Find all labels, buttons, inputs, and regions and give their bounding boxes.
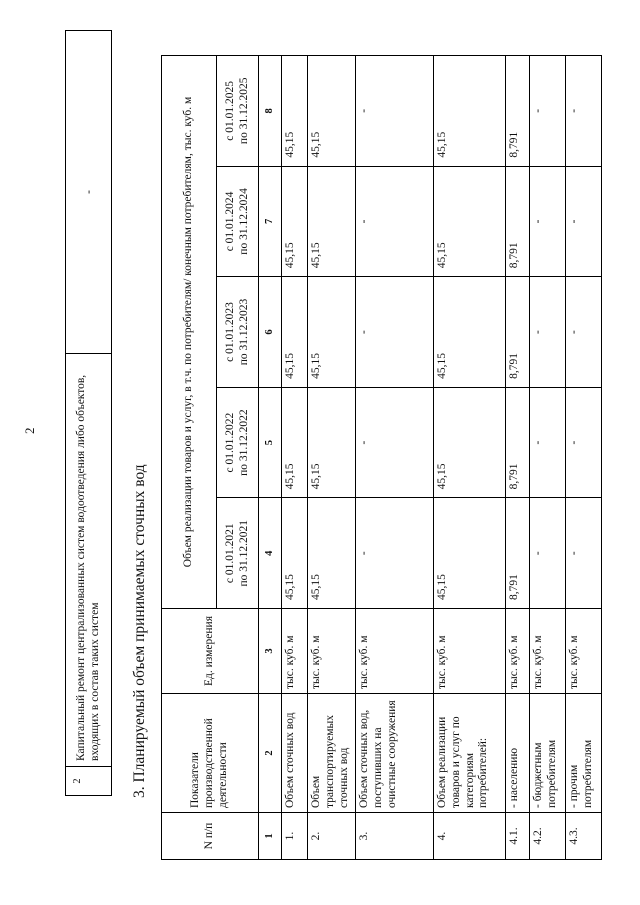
- row-value: -: [530, 166, 566, 277]
- row-value: 45,15: [282, 277, 308, 388]
- row-value: 8,791: [506, 498, 530, 609]
- row-value: -: [530, 56, 566, 167]
- row-value: -: [530, 277, 566, 388]
- row-unit: тыс. куб. м: [308, 609, 356, 694]
- upper-row-description: Капитальный ремонт централизованных систем водоотведения либо объектов, входящих в состав таких систем: [66, 354, 112, 767]
- header-period-2023: [217, 277, 259, 388]
- table-row: [566, 56, 602, 860]
- period-from: с 01.01.2023: [223, 302, 236, 362]
- header-period-2024: [217, 166, 259, 277]
- upper-row-value: -: [66, 31, 112, 354]
- wastewater-volume-table: [161, 55, 602, 860]
- row-number: 3.: [356, 813, 434, 860]
- row-value: -: [566, 56, 602, 167]
- header-period-2025: [217, 56, 259, 167]
- upper-row-number: 2: [66, 767, 112, 796]
- row-value: 45,15: [434, 166, 506, 277]
- row-unit: тыс. куб. м: [356, 609, 434, 694]
- period-to: по 31.12.2025: [237, 77, 250, 145]
- column-index: 1: [259, 813, 282, 860]
- header-n: N п/п: [162, 813, 259, 860]
- row-value: 45,15: [434, 56, 506, 167]
- header-period-2021: [217, 498, 259, 609]
- row-value: -: [356, 387, 434, 498]
- row-indicator: - населению: [506, 694, 530, 813]
- row-value: 45,15: [308, 166, 356, 277]
- row-indicator: Объем реализации товаров и услуг по категориям потребителей:: [434, 694, 506, 813]
- row-value: -: [356, 498, 434, 609]
- row-indicator: Объем сточных вод, поступивших на очистные сооружения: [356, 694, 434, 813]
- page-number: 2: [22, 427, 37, 434]
- period-from: с 01.01.2022: [223, 412, 236, 473]
- row-unit: тыс. куб. м: [506, 609, 530, 694]
- row-value: 45,15: [434, 387, 506, 498]
- table-row: [282, 56, 308, 860]
- row-unit: тыс. куб. м: [530, 609, 566, 694]
- upper-table: [65, 30, 112, 796]
- table-row: [308, 56, 356, 860]
- row-number: 4.: [434, 813, 506, 860]
- row-value: 45,15: [434, 277, 506, 388]
- period-to: по 31.12.2023: [237, 298, 250, 366]
- period-to: по 31.12.2021: [237, 519, 250, 587]
- column-index: 7: [259, 166, 282, 277]
- row-number: 4.1.: [506, 813, 530, 860]
- row-value: -: [356, 277, 434, 388]
- row-value: 45,15: [282, 56, 308, 167]
- row-number: 4.3.: [566, 813, 602, 860]
- header-unit: Ед. измерения: [162, 609, 259, 694]
- section-heading: 3. Планируемый объем принимаемых сточных вод: [131, 464, 148, 798]
- row-value: -: [530, 387, 566, 498]
- column-index: 5: [259, 387, 282, 498]
- row-unit: тыс. куб. м: [282, 609, 308, 694]
- row-value: 45,15: [308, 277, 356, 388]
- row-unit: тыс. куб. м: [434, 609, 506, 694]
- row-value: 45,15: [282, 387, 308, 498]
- row-value: 8,791: [506, 277, 530, 388]
- row-unit: тыс. куб. м: [566, 609, 602, 694]
- row-value: 45,15: [308, 387, 356, 498]
- row-number: 2.: [308, 813, 356, 860]
- row-value: -: [356, 56, 434, 167]
- table-row: [530, 56, 566, 860]
- row-value: 45,15: [308, 498, 356, 609]
- header-indicator: Показатели производственной деятельности: [162, 694, 259, 813]
- row-value: 45,15: [282, 166, 308, 277]
- header-period-2022: [217, 387, 259, 498]
- row-value: -: [356, 166, 434, 277]
- table-row: [434, 56, 506, 860]
- header-row-1: [162, 56, 217, 860]
- period-to: по 31.12.2022: [237, 409, 250, 476]
- header-group: Объем реализации товаров и услуг, в т.ч. по потребителям/ конечным потребителям, тыс. куб. м: [162, 56, 217, 609]
- row-value: -: [566, 166, 602, 277]
- column-index: 2: [259, 694, 282, 813]
- row-indicator: - прочим потребителям: [566, 694, 602, 813]
- period-from: с 01.01.2021: [223, 523, 236, 584]
- table-row: [506, 56, 530, 860]
- column-index-row: [259, 56, 282, 860]
- row-indicator: Объем транспортируемых сточных вод: [308, 694, 356, 813]
- table-row: [356, 56, 434, 860]
- period-from: с 01.01.2024: [223, 191, 236, 252]
- upper-table-row: [66, 31, 112, 796]
- row-value: -: [566, 277, 602, 388]
- row-value: 45,15: [434, 498, 506, 609]
- column-index: 3: [259, 609, 282, 694]
- row-indicator: Объем сточных вод: [282, 694, 308, 813]
- row-value: -: [566, 498, 602, 609]
- row-value: 8,791: [506, 387, 530, 498]
- row-number: 4.2.: [530, 813, 566, 860]
- column-index: 8: [259, 56, 282, 167]
- row-value: 45,15: [308, 56, 356, 167]
- column-index: 6: [259, 277, 282, 388]
- row-value: 8,791: [506, 56, 530, 167]
- row-indicator: - бюджетным потребителям: [530, 694, 566, 813]
- row-value: 45,15: [282, 498, 308, 609]
- row-value: 8,791: [506, 166, 530, 277]
- row-number: 1.: [282, 813, 308, 860]
- period-to: по 31.12.2024: [237, 188, 250, 255]
- row-value: -: [530, 498, 566, 609]
- period-from: с 01.01.2025: [223, 80, 236, 141]
- column-index: 4: [259, 498, 282, 609]
- row-value: -: [566, 387, 602, 498]
